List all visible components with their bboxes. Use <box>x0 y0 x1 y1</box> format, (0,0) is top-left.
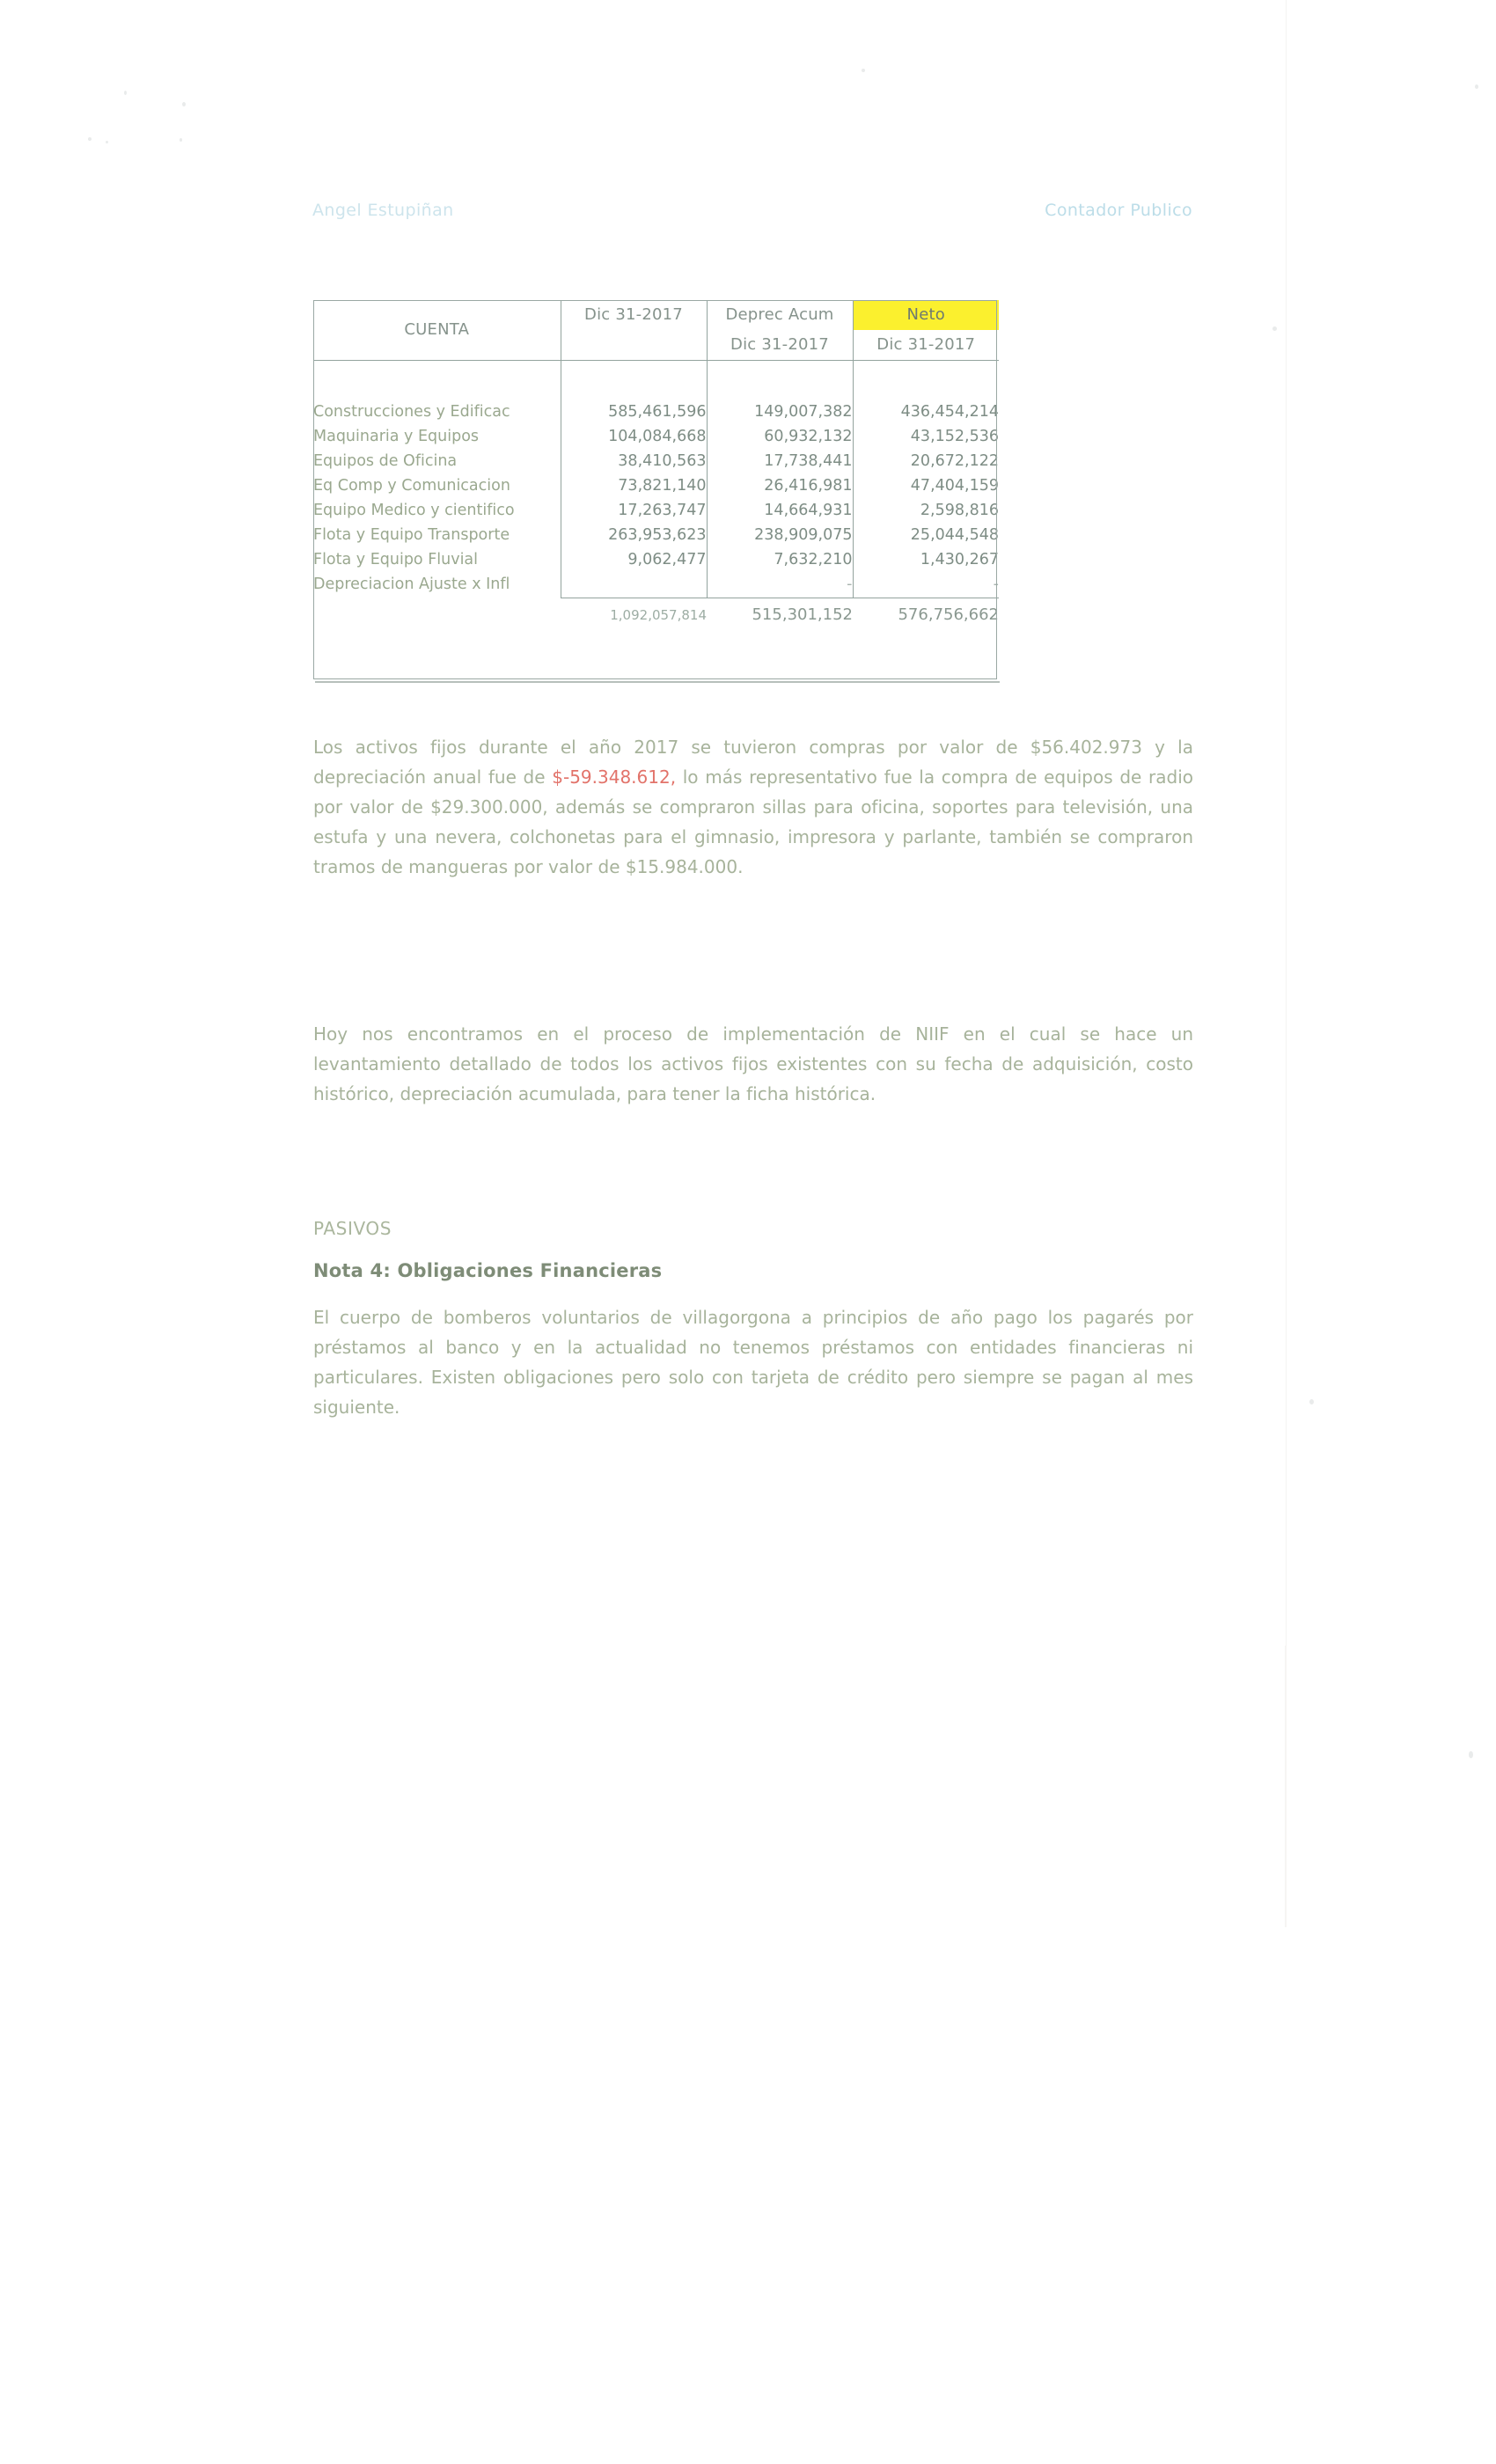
row-value-neto: 47,404,159 <box>910 477 999 495</box>
row-value-costo: 17,263,747 <box>561 499 707 524</box>
row-value-neto: 43,152,536 <box>910 428 999 446</box>
paragraph-niif <box>313 1019 1193 1109</box>
totals-value-deprec: 515,301,152 <box>707 598 853 633</box>
column-subheader-costo <box>561 330 707 360</box>
table-row <box>313 548 999 573</box>
row-value-neto: - <box>993 576 999 593</box>
row-value-deprec: 17,738,441 <box>707 450 853 474</box>
row-value-deprec: 238,909,075 <box>707 524 853 548</box>
table-row <box>313 499 999 524</box>
fixed-assets-table <box>313 300 999 633</box>
row-value-deprec: 60,932,132 <box>707 425 853 450</box>
table-body <box>313 360 999 633</box>
paragraph-text: El cuerpo de bomberos voluntarios de villagorgona a principios de año pago los pagarés por préstamos al banco y en la actualidad no tenemos préstamos con entidades financieras ni particulares. Existen obligaciones pero solo con tarjeta de crédito pero siempre se pagan al mes siguiente. <box>313 1307 1193 1418</box>
totals-value-neto: 576,756,662 <box>853 598 999 633</box>
row-value-costo: 104,084,668 <box>561 425 707 450</box>
totals-value-costo: 1,092,057,814 <box>561 598 707 633</box>
paragraph-1-segment-a: Los activos fijos durante el año 2017 se tuvieron compras por valor de $56.402.973 y la depreciación anual fue de <box>313 737 1193 788</box>
scan-speck <box>1475 84 1478 89</box>
row-value-deprec: 26,416,981 <box>707 474 853 499</box>
row-value-deprec: 14,664,931 <box>707 499 853 524</box>
row-label: Maquinaria y Equipos <box>313 425 561 450</box>
row-value-costo: 585,461,596 <box>561 400 707 425</box>
table-totals-row <box>313 598 999 633</box>
row-label: Flota y Equipo Fluvial <box>313 548 561 573</box>
table-row <box>313 450 999 474</box>
row-value-deprec: - <box>707 573 853 598</box>
row-label: Equipo Medico y cientifico <box>313 499 561 524</box>
column-subheader-deprec-acum: Dic 31-2017 <box>707 330 853 360</box>
row-value-deprec: 7,632,210 <box>707 548 853 573</box>
scan-speck <box>106 141 108 143</box>
row-value-costo: 38,410,563 <box>561 450 707 474</box>
paragraph-obligaciones-financieras <box>313 1302 1193 1422</box>
row-value-neto: 2,598,816 <box>920 502 999 520</box>
column-header-deprec-acum: Deprec Acum <box>707 300 853 330</box>
column-header-neto: Neto <box>853 300 999 330</box>
scan-page-edge-line <box>1286 0 1287 1918</box>
row-value-costo: 9,062,477 <box>561 548 707 573</box>
table-row <box>313 425 999 450</box>
scan-page-edge-line-2 <box>1285 1646 1287 1927</box>
table-row <box>313 400 999 425</box>
negative-amount-value: $-59.348.612, <box>552 766 677 788</box>
row-label: Construcciones y Edificac <box>313 400 561 425</box>
table-spacer-row <box>313 360 999 400</box>
row-value-deprec: 149,007,382 <box>707 400 853 425</box>
row-label: Equipos de Oficina <box>313 450 561 474</box>
table-header-row-top <box>313 300 999 330</box>
scan-speck <box>180 138 182 142</box>
scan-speck <box>862 69 865 72</box>
section-label-pasivos: PASIVOS <box>313 1218 392 1239</box>
table-row <box>313 474 999 499</box>
row-value-neto: 25,044,548 <box>910 526 999 545</box>
row-value-neto: 436,454,214 <box>900 403 999 422</box>
scan-speck <box>1469 1751 1473 1758</box>
column-header-costo: Dic 31-2017 <box>561 300 707 330</box>
table-header <box>313 300 999 360</box>
paragraph-activos-fijos <box>313 732 1193 882</box>
note-4-heading: Nota 4: Obligaciones Financieras <box>313 1260 663 1281</box>
table-row <box>313 573 999 598</box>
column-subheader-neto: Dic 31-2017 <box>876 334 976 354</box>
spacer-cell <box>313 360 561 400</box>
scan-speck <box>182 102 186 106</box>
row-label: Flota y Equipo Transporte <box>313 524 561 548</box>
scan-speck <box>1309 1399 1314 1404</box>
scan-speck <box>124 91 127 95</box>
paragraph-text: Hoy nos encontramos en el proceso de implementación de NIIF en el cual se hace un levantamiento detallado de todos los activos fijos existentes con su fecha de adquisición, costo histórico, depreciación acumulada, para tener la ficha histórica. <box>313 1023 1193 1104</box>
table-bottom-shadow-line <box>315 681 1000 683</box>
header-author-name: Angel Estupiñan <box>312 201 454 220</box>
spacer-cell <box>707 360 853 400</box>
table-row <box>313 524 999 548</box>
row-label: Depreciacion Ajuste x Infl <box>313 573 561 598</box>
scan-speck <box>88 137 92 141</box>
row-value-costo: 263,953,623 <box>561 524 707 548</box>
spacer-cell <box>561 360 707 400</box>
row-value-neto: 1,430,267 <box>920 551 999 569</box>
row-value-neto: 20,672,122 <box>910 452 999 471</box>
paragraph-1-segment-b: lo más representativo fue la compra de equipos de radio por valor de $29.300.000, además se compraron sillas para oficina, soportes para televisión, una estufa y una nevera, colchonetas para el gimnasio, impresora y parlante, también se compraron tramos de mangueras por valor de $15.984.000. <box>313 766 1193 877</box>
header-role-title: Contador Publico <box>1045 201 1192 220</box>
row-label: Eq Comp y Comunicacion <box>313 474 561 499</box>
spacer-cell <box>853 360 999 400</box>
row-value-costo: 73,821,140 <box>561 474 707 499</box>
fixed-assets-table-wrapper <box>313 300 999 633</box>
page-running-header <box>312 201 1192 220</box>
totals-label-blank <box>313 598 561 633</box>
row-value-costo <box>561 573 707 598</box>
paragraph-text <box>313 732 1193 882</box>
scan-speck <box>1272 326 1277 331</box>
column-header-cuenta: CUENTA <box>313 300 561 360</box>
